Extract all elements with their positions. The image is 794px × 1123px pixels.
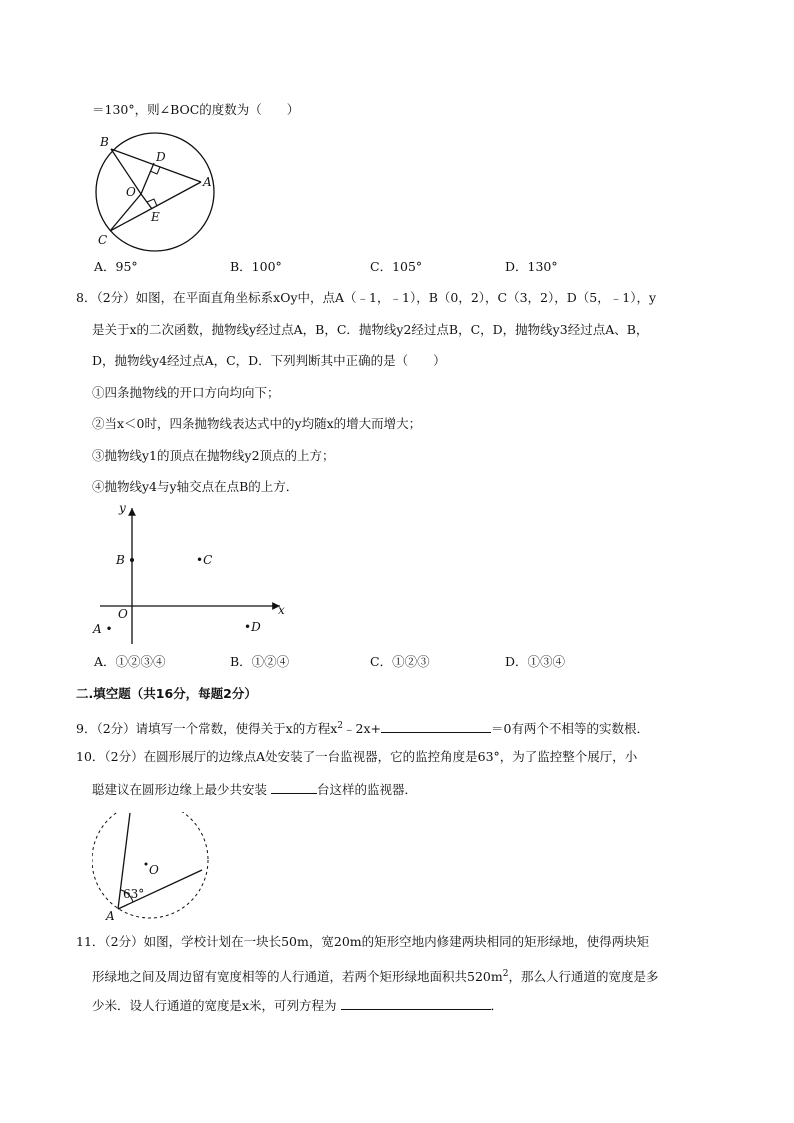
q7-tail-text: ＝130°，则∠BOC的度数为（ ） <box>92 102 300 117</box>
q8-label-a: A • <box>93 622 113 636</box>
q9-suffix: ＝0有两个不相等的实数根． <box>490 721 649 737</box>
q8-statement-3: ③抛物线y1的顶点在抛物线y2顶点的上方； <box>92 448 335 463</box>
q8-label-x: x <box>278 603 285 617</box>
q9-text <box>76 717 649 738</box>
q8-label-c: •C <box>196 553 213 567</box>
q11-line-3-suffix: ． <box>490 998 504 1013</box>
q8-line-1: 8．（2分）如图，在平面直角坐标系xOy中，点A（﹣1，﹣1），B（0，2），C（3，2），D（5，﹣1），y <box>76 290 657 305</box>
q8-option-c: C．①②③ <box>370 654 430 669</box>
q7-label-c: C <box>98 233 108 247</box>
q11-answer-blank[interactable] <box>341 996 491 1010</box>
q10-label-angle: 63° <box>123 887 145 901</box>
q8-label-y: y <box>119 501 126 515</box>
q8-line-3: D，抛物线y4经过点A，C，D．下列判断其中正确的是（ ） <box>92 353 446 368</box>
q11-line-2 <box>92 965 658 986</box>
q7-label-b: B <box>100 135 109 149</box>
q8-point-b <box>130 558 134 562</box>
q8-option-b: B．①②④ <box>230 654 290 669</box>
q7-segment-od <box>141 163 154 194</box>
q7-option-b: B．100° <box>230 259 282 274</box>
q7-circle <box>96 133 214 251</box>
q7-label-a: A <box>203 175 212 189</box>
q8-coordinate-figure <box>88 498 298 648</box>
q10-center-point <box>145 863 148 866</box>
q7-segment-oc <box>110 194 141 231</box>
q7-label-d: D <box>156 150 166 164</box>
q7-label-o: O <box>126 185 136 199</box>
q9-answer-blank[interactable] <box>381 719 491 733</box>
q7-option-c: C．105° <box>370 259 423 274</box>
q11-exponent: 2 <box>502 969 509 979</box>
q7-label-e: E <box>151 210 160 224</box>
q10-line-2-suffix: 台这样的监视器． <box>317 782 418 797</box>
q10-circle-figure <box>92 812 222 922</box>
q8-statement-1: ①四条抛物线的开口方向均向下； <box>92 385 280 400</box>
q7-segment-oe <box>141 194 152 209</box>
q10-line-2-prefix: 聪建议在圆形边缘上最少共安装 <box>92 782 268 797</box>
q10-label-a: A <box>106 909 115 922</box>
q8-label-o: O <box>118 607 128 621</box>
q10-answer-blank[interactable] <box>271 780 317 794</box>
q10-line-1: 10．（2分）在圆形展厅的边缘点A处安装了一台监视器，它的监控角度是63°，为了监控整个展厅，小 <box>76 749 638 764</box>
section-2-heading: 二.填空题（共16分，每题2分） <box>76 686 257 701</box>
q11-line-1: 11．（2分）如图，学校计划在一块长50m，宽20m的矩形空地内修建两块相同的矩形绿地，使得两块矩 <box>76 934 650 949</box>
q8-option-a: A．①②③④ <box>94 654 166 669</box>
q8-option-d: D．①③④ <box>505 654 566 669</box>
q7-option-a: A．95° <box>94 259 138 274</box>
q8-statement-2: ②当x＜0时，四条抛物线表达式中的y均随x的增大而增大； <box>92 416 422 431</box>
q11-line-2-suffix: ，那么人行通道的宽度是多 <box>508 969 659 985</box>
q9-exponent: 2 <box>337 721 343 731</box>
q11-line-2-prefix: 形绿地之间及周边留有宽度相等的人行通道，若两个矩形绿地面积共520m <box>92 969 503 985</box>
q9-mid: ﹣2x+ <box>343 721 381 737</box>
q11-line-3-prefix: 少米．设人行通道的宽度是x米，可列方程为 <box>92 998 337 1013</box>
q8-statement-4: ④抛物线y4与y轴交点在点B的上方． <box>92 479 299 494</box>
q8-line-2: 是关于x的二次函数，抛物线y经过点A，B，C．抛物线y2经过点B，C，D，抛物线y3经过点A、B， <box>92 322 649 337</box>
q8-label-b: B <box>116 553 125 567</box>
q10-label-o: O <box>149 863 159 877</box>
q9-prefix: 9．（2分）请填写一个常数，使得关于x的方程x <box>76 721 338 737</box>
q7-circle-figure <box>88 128 228 268</box>
q11-line-3 <box>92 996 503 1015</box>
q8-label-d: •D <box>244 620 261 634</box>
q10-line-2 <box>92 780 417 799</box>
q7-option-d: D．130° <box>505 259 558 274</box>
